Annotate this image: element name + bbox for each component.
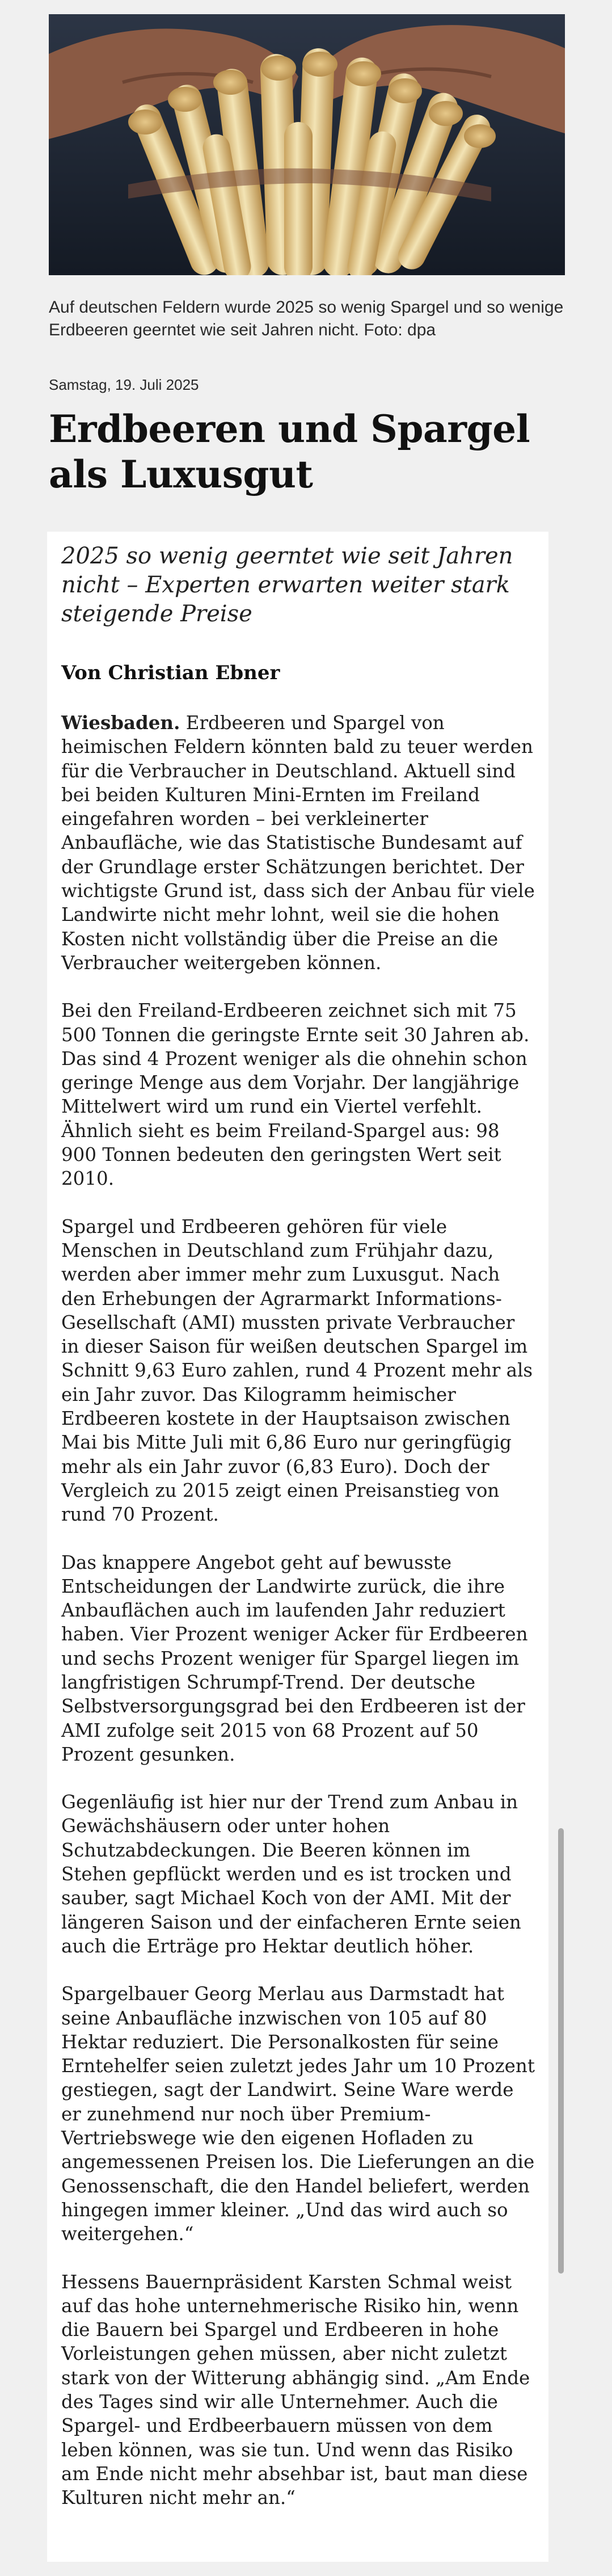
scrollbar-thumb[interactable]	[558, 1828, 564, 2274]
article-paragraph: Spargelbauer Georg Merlau aus Darmstadt hat seine Anbaufläche inzwischen von 105 auf 80 Hektar reduziert. Die Personalkosten für seine Erntehelfer seien zuletzt jedes Jahr um 10 Prozent gestiegen, sagt der Landwirt. Seine Ware werde er zunehmend nur noch über Premium-Vertriebswege wie den eigenen Hofladen zu angemessenen Preisen los. Die Lieferungen an die Genossenschaft, die den Handel beliefert, werden hingegen immer kleiner. „Und das wird auch so weitergehen.“	[61, 1983, 535, 2245]
page-title: Erdbeeren und Spargel als Luxusgut	[49, 407, 530, 496]
article-paragraph	[61, 711, 538, 975]
article-paragraph: Gegenläufig ist hier nur der Trend zum Anbau in Gewächshäusern oder unter hohen Schutzabdeckungen. Die Beeren können im Stehen gepflückt werden und es ist trocken und sauber, sagt Michael Koch von der AMI. Mit der längeren Saison und der einfacheren Ernte seien auch die Erträge pro Hektar deutlich höher.	[61, 1791, 521, 1957]
article-author: Von Christian Ebner	[61, 662, 280, 684]
asparagus-photo-icon	[49, 14, 565, 275]
article-dateline: Wiesbaden.	[61, 712, 180, 734]
article-paragraph: Bei den Freiland-Erdbeeren zeichnet sich mit 75 500 Tonnen die geringste Ernte seit 30 Jahren ab. Das sind 4 Prozent weniger als die ohnehin schon geringe Menge aus dem Vorjahr. Der langjährige Mittelwert wird um rund ein Viertel verfehlt. Ähnlich sieht es beim Freiland-Spargel aus: 98 900 Tonnen bedeuten den geringsten Wert seit 2010.	[61, 1000, 530, 1190]
article-subtitle: 2025 so wenig geerntet wie seit Jahren nicht – Experten erwarten weiter stark steigende Preise	[61, 543, 513, 627]
article-paragraph: Das knappere Angebot geht auf bewusste Entscheidungen der Landwirte zurück, die ihre Anbauflächen auch im laufenden Jahr reduziert haben. Vier Prozent weniger Acker für Erdbeeren und sechs Prozent weniger für Spargel liegen im langfristigen Schrumpf-Trend. Der deutsche Selbstversorgungsgrad bei den Erdbeeren ist der AMI zufolge seit 2015 von 68 Prozent auf 50 Prozent gesunken.	[61, 1551, 528, 1765]
article-paragraph: Spargel und Erdbeeren gehören für viele Menschen in Deutschland zum Frühjahr dazu, werden aber immer mehr zum Luxusgut. Nach den Erhebungen der Agrarmarkt Informations-Gesellschaft (AMI) mussten private Verbraucher in dieser Saison für weißen deutschen Spargel im Schnitt 9,63 Euro zahlen, rund 4 Prozent mehr als ein Jahr zuvor. Das Kilogramm heimischer Erdbeeren kostete in der Hauptsaison zwischen Mai bis Mitte Juli mit 6,86 Euro nur geringfügig mehr als ein Jahr zuvor (6,83 Euro). Doch der Vergleich zu 2015 zeigt einen Preisanstieg von rund 70 Prozent.	[61, 1215, 533, 1526]
article-paragraph: Hessens Bauernpräsident Karsten Schmal weist auf das hohe unternehmerische Risiko hin, wenn die Bauern bei Spargel und Erdbeeren in hohe Vorleistungen gehen müssen, aber nicht zuletzt stark von der Witterung abhängig sind. „Am Ende des Tages sind wir alle Unternehmer. Auch die Spargel- und Erdbeerbauern müssen von dem leben können, was sie tun. Und wenn das Risiko am Ende nicht mehr absehbar ist, baut man diese Kulturen nicht mehr an.“	[61, 2271, 530, 2509]
image-caption: Auf deutschen Feldern wurde 2025 so wenig Spargel und so wenige Erdbeeren geerntet wie seit Jahren nicht. Foto: dpa	[49, 298, 564, 339]
article-image	[49, 14, 565, 275]
article-date: Samstag, 19. Juli 2025	[49, 376, 199, 393]
article-body	[61, 711, 538, 2533]
paragraph-text: Erdbeeren und Spargel von heimischen Feldern könnten bald zu teuer werden für die Verbraucher in Deutschland. Aktuell sind bei beiden Kulturen Mini-Ernten im Freiland eingefahren worden – bei verkleinerter Anbaufläche, wie das Statistische Bundesamt auf der Grundlage erster Schätzungen berichtet. Der wichtigste Grund ist, dass sich der Anbau für viele Landwirte nicht mehr lohnt, weil sie die hohen Kosten nicht vollständig über die Preise an die Verbraucher weitergeben können.	[61, 712, 535, 974]
